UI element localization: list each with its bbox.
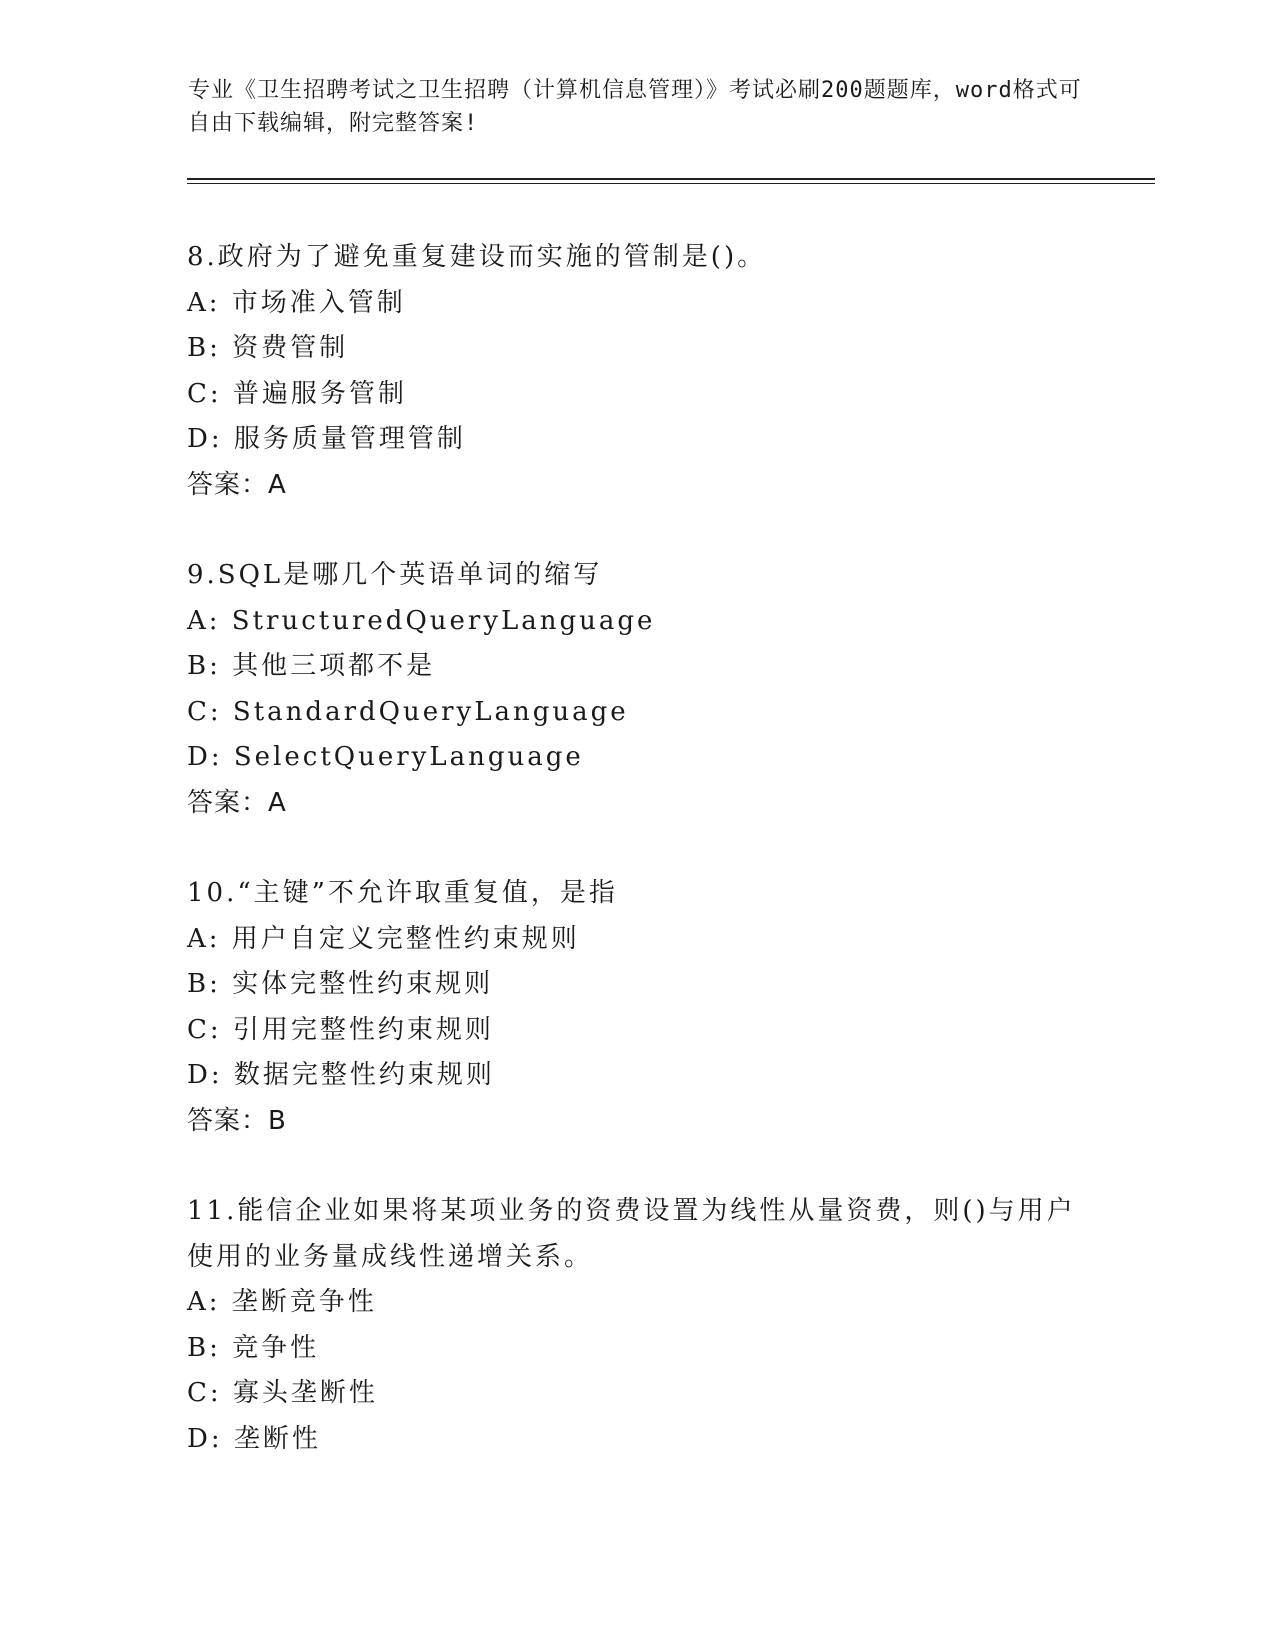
question-8 <box>187 235 1087 508</box>
header-divider <box>187 178 1155 184</box>
option-a: A: StructuredQueryLanguage <box>187 605 656 636</box>
option-d: D: 服务质量管理管制 <box>187 424 466 454</box>
question-stem: 10.“主键”不允许取重复值，是指 <box>187 878 618 908</box>
option-b: B: 实体完整性约束规则 <box>187 969 494 999</box>
question-11 <box>187 1189 1087 1462</box>
option-d: D: 垄断性 <box>187 1423 321 1454</box>
option-c: C: 普遍服务管制 <box>187 378 407 409</box>
option-a: A: 市场准入管制 <box>187 287 406 318</box>
option-a: A: 用户自定义完整性约束规则 <box>187 923 580 954</box>
question-10 <box>187 871 1087 1144</box>
option-c: C: 引用完整性约束规则 <box>187 1014 494 1045</box>
answer-line: 答案：B <box>187 1105 287 1136</box>
question-stem: 11.能信企业如果将某项业务的资费设置为线性从量资费，则()与用户使用的业务量成线性递增关系。 <box>187 1196 1076 1272</box>
option-c: C: 寡头垄断性 <box>187 1378 378 1408</box>
question-stem: 9.SQL是哪几个英语单词的缩写 <box>187 560 603 590</box>
option-c: C: StandardQueryLanguage <box>187 696 629 727</box>
question-list <box>187 235 1087 1507</box>
option-b: B: 竞争性 <box>187 1332 320 1363</box>
answer-line: 答案：A <box>187 787 287 818</box>
document-header: 专业《卫生招聘考试之卫生招聘（计算机信息管理）》考试必刷200题题库，word格式可自由下载编辑，附完整答案! <box>188 78 1082 136</box>
option-b: B: 资费管制 <box>187 333 349 363</box>
question-stem: 8.政府为了避免重复建设而实施的管制是()。 <box>187 242 767 272</box>
option-d: D: 数据完整性约束规则 <box>187 1060 495 1090</box>
answer-line: 答案：A <box>187 469 287 500</box>
option-b: B: 其他三项都不是 <box>187 651 436 681</box>
question-9 <box>187 553 1087 826</box>
option-d: D: SelectQueryLanguage <box>187 742 584 772</box>
option-a: A: 垄断竞争性 <box>187 1287 377 1317</box>
